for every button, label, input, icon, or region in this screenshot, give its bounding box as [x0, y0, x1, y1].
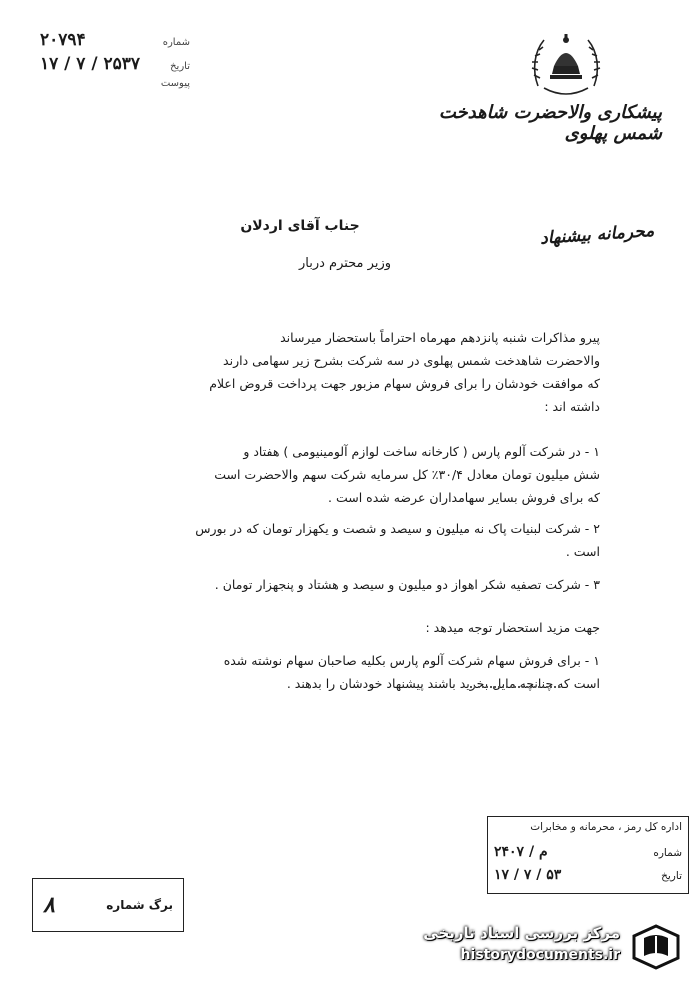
body-line: شش میلیون تومان معادل ۳۰/۴٪ کل سرمایه شرکت سهم والاحضرت است: [214, 467, 600, 482]
body-line: ۲ - شرکت لبنیات پاک نه میلیون و سیصد و شصت و یکهزار تومان که در بورس: [195, 521, 600, 536]
body-line: است که چنانچه مایل بخرید باشند پیشنهاد خودشان را بدهند .: [286, 676, 600, 691]
office-title: پیشکاری والاحضرت شاهدخت شمس پهلوی: [438, 102, 662, 144]
attachment-label: پیوست: [160, 78, 190, 89]
body-line: داشته اند :: [544, 399, 600, 414]
body-line: که موافقت خودشان را برای فروش سهام مزبور جهت پرداخت قروض اعلام: [209, 376, 600, 391]
recipient-subtitle: وزیر محترم دربار: [298, 256, 392, 271]
stamp-date: ۱۷ / ۷ / ۵۳: [494, 867, 562, 883]
body-line: والاحضرت شاهدخت شمس پهلوی در سه شرکت بشرح زیر سهامی دارند: [223, 353, 600, 368]
sheet-number-box: [32, 878, 184, 932]
dotted-divider: [470, 686, 560, 688]
recipient-title: جناب آقای اردلان: [240, 218, 360, 234]
body-line: ۱ - برای فروش سهام شرکت آلوم پارس بکلیه صاحبان سهام نوشته شده: [223, 653, 600, 668]
sheet-number: ۸: [43, 892, 55, 918]
stamp-date-label: تاریخ: [661, 870, 682, 882]
sheet-label: برگ شماره: [106, 898, 173, 912]
date-line: [40, 54, 190, 78]
number-label: شماره: [162, 37, 190, 48]
watermark-title: مرکز بررسی اسناد تاریخی: [423, 924, 620, 942]
stamp-number-label: شماره: [653, 847, 682, 859]
date-label: تاریخ: [170, 61, 190, 72]
stamp-title: اداره کل رمز ، محرمانه و مخابرات: [530, 821, 682, 833]
stamp-number: ۲۴۰۷ / م: [494, 844, 548, 860]
archive-logo-icon: [630, 924, 682, 970]
body-line: ۱ - در شرکت آلوم پارس ( کارخانه ساخت لوازم آلومینیومی ) هفتاد و: [243, 444, 600, 459]
body-line: ۳ - شرکت تصفیه شکر اهواز دو میلیون و سیصد و هشتاد و پنجهزار تومان .: [214, 577, 600, 592]
attachment-line: [40, 78, 190, 102]
watermark: [420, 922, 690, 972]
reference-block: [40, 30, 190, 102]
body-line: جهت مزید استحضار توجه میدهد :: [425, 620, 600, 635]
letter-number: ۲۰۷۹۴: [40, 30, 86, 50]
body-line: پیرو مذاکرات شنبه پانزدهم مهرماه احتراماً باستحضار میرساند: [280, 330, 600, 345]
body-line: است .: [565, 544, 600, 559]
royal-crest-icon: [528, 26, 604, 102]
letter-date: ۱۷ / ۷ / ۲۵۳۷: [40, 54, 141, 74]
body-line: که برای فروش بسایر سهامداران عرضه شده است .: [328, 490, 600, 505]
handwritten-note: محرمانه بیشنهاد: [539, 220, 655, 249]
letter-body: [100, 326, 600, 695]
registry-stamp: [487, 816, 689, 894]
watermark-url: historydocuments.ir: [460, 947, 620, 963]
number-line: [40, 30, 190, 54]
